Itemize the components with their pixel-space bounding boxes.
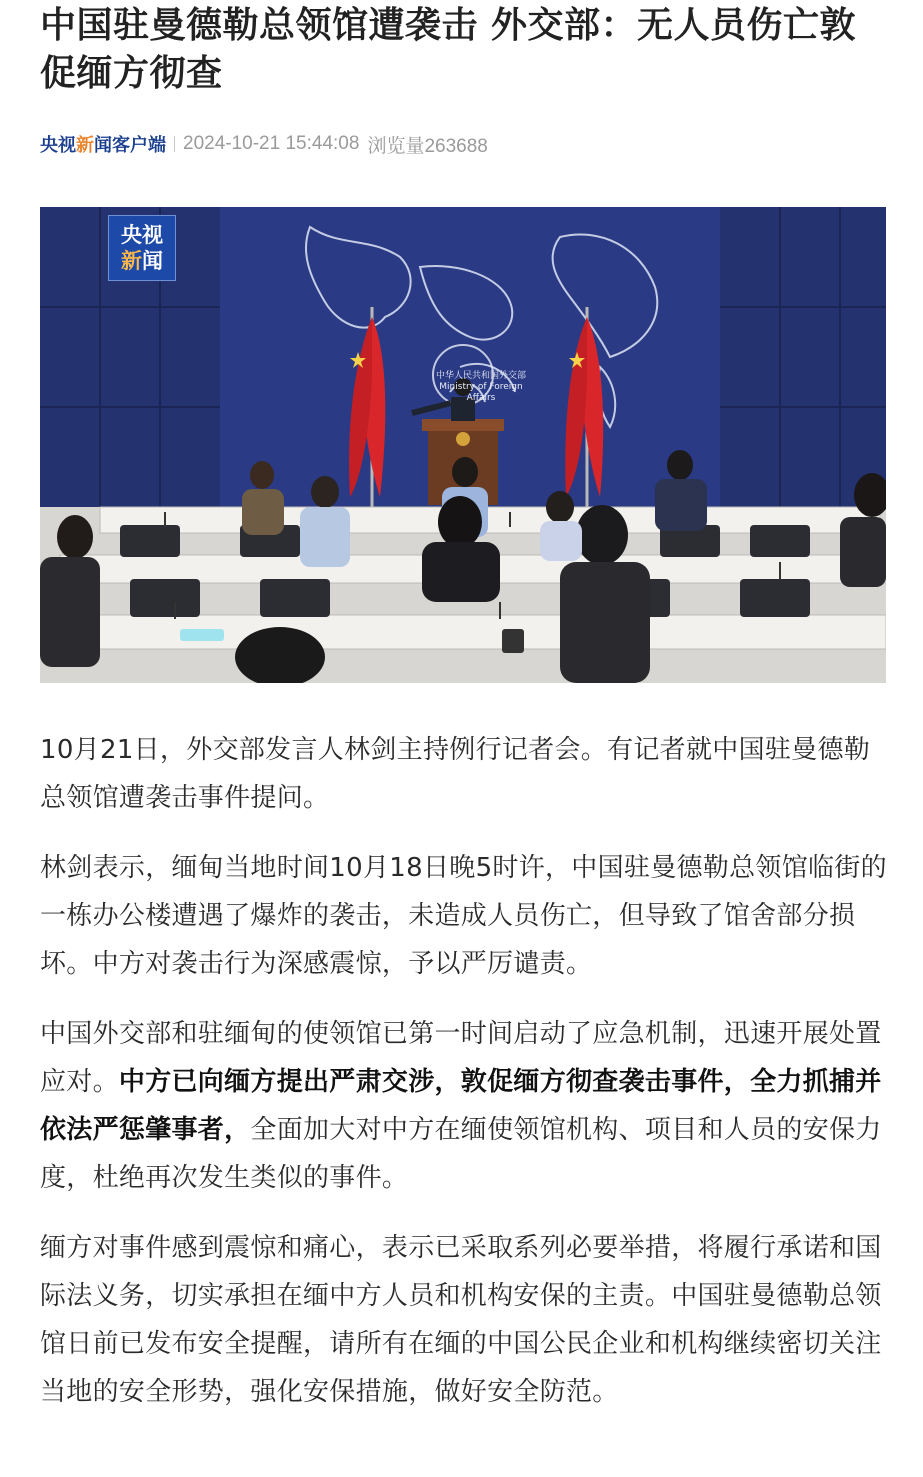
- source-part1: 央视: [40, 135, 76, 155]
- podium-sign-line2: Ministry of Foreign Affairs: [439, 382, 523, 403]
- paragraph-3-lead: 中国外交部和驻缅甸的使领馆已第一时间启动了应急机制，迅速开展处置应对。: [40, 1019, 882, 1097]
- source-part2: 闻客户端: [94, 135, 166, 155]
- cctv-news-logo: [108, 215, 176, 281]
- podium-sign-line1: 中华人民共和国外交部: [435, 371, 526, 381]
- paragraph-4: 缅方对事件感到震惊和痛心，表示已采取系列必要举措，将履行承诺和国际法义务，切实承担在缅中方人员和机构安保的主责。中国驻曼德勒总领馆日前已发布安全提醒，请所有在缅的中国公民企业和机构继续密切关注当地的安全形势，强化安保措施，做好安全防范。: [40, 1233, 882, 1407]
- article-body: [40, 726, 890, 1416]
- article-meta: [40, 130, 890, 158]
- paragraph-3-bold: 中方已向缅方提出严肃交涉，敦促缅方彻查袭击事件，全力抓捕并依法严惩肇事者，: [40, 1067, 882, 1145]
- logo-line1: 央视: [121, 223, 163, 247]
- article-title: 中国驻曼德勒总领馆遭袭击 外交部：无人员伤亡敦促缅方彻查: [40, 5, 857, 94]
- paragraph-3: [40, 1010, 890, 1202]
- article: [40, 0, 890, 1407]
- article-photo[interactable]: [40, 207, 886, 683]
- source-name[interactable]: [40, 131, 166, 157]
- podium-sign: [426, 371, 536, 404]
- paragraph-1: 10月21日，外交部发言人林剑主持例行记者会。有记者就中国驻曼德勒总领馆遭袭击事件提问。: [40, 735, 871, 813]
- paragraph-2: 林剑表示，缅甸当地时间10月18日晚5时许，中国驻曼德勒总领馆临街的一栋办公楼遭遇了爆炸的袭击，未造成人员伤亡，但导致了馆舍部分损坏。中方对袭击行为深感震惊，予以严厉谴责。: [40, 853, 887, 979]
- logo-line2: 新闻: [121, 249, 163, 273]
- meta-divider: [174, 136, 175, 152]
- view-count: 浏览量263688: [367, 135, 488, 157]
- paragraph-3-tail: 全面加大对中方在缅使领馆机构、项目和人员的安保力度，杜绝再次发生类似的事件。: [40, 1115, 882, 1193]
- source-highlight: 新: [76, 135, 94, 155]
- publish-datetime: 2024-10-21 15:44:08: [183, 133, 360, 154]
